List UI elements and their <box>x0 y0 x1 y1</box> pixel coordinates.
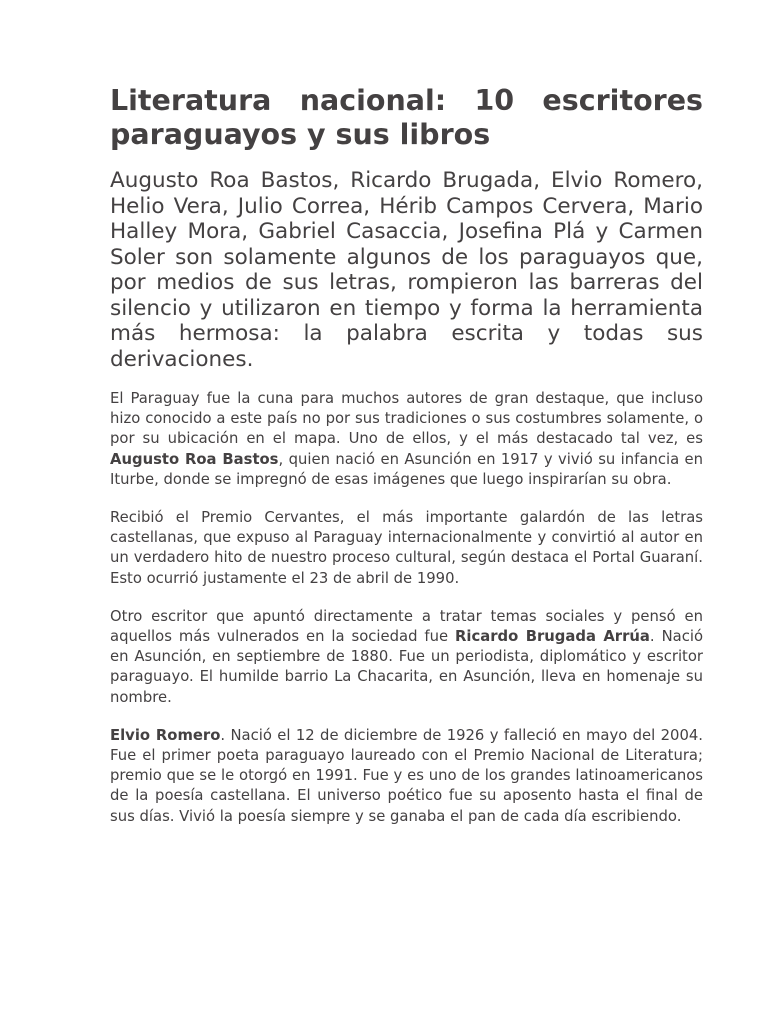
author-name-elvio-romero: Elvio Romero <box>110 726 221 744</box>
paragraph-text: , quien nació en Asunción en 1917 y vivió su infancia en Iturbe, donde se impregnó de esas imágenes que luego inspirarían su obra. <box>110 450 704 488</box>
paragraph-brugada <box>110 607 703 708</box>
document-page <box>110 84 703 827</box>
paragraph-roa-bastos <box>110 389 703 490</box>
paragraph-text: El Paraguay fue la cuna para muchos autores de gran destaque, que incluso hizo conocido a este país no por sus tradiciones o sus costumbres solamente, o por su ubicación en el mapa. Uno de ellos, y el más destacado tal vez, es <box>110 390 703 448</box>
paragraph-text: Otro escritor que apuntó directamente a tratar temas sociales y pensó en aquellos más vulnerados en la sociedad fue <box>110 607 703 646</box>
author-name-roa-bastos: Augusto Roa Bastos <box>110 450 279 468</box>
author-name-brugada: Ricardo Brugada Arrúa <box>455 628 650 646</box>
article-lead: Augusto Roa Bastos, Ricardo Brugada, Elvio Romero, Helio Vera, Julio Correa, Hérib Campos Cervera, Mario Halley Mora, Gabriel Casaccia, Josefina Plá y Carmen Soler son solamente algunos de los paraguayos que, por medios de sus letras, rompieron las barreras del silencio y utilizaron en tiempo y forma la herramienta más hermosa: la palabra escrita y todas sus derivaciones. <box>110 168 703 372</box>
article-title: Literatura nacional: 10 escritores paraguayos y sus libros <box>110 84 703 151</box>
paragraph-text: . Nació el 12 de diciembre de 1926 y falleció en mayo del 2004. Fue el primer poeta paraguayo laureado con el Premio Nacional de Literatura; premio que se le otorgó en 1991. Fue y es uno de los grandes latinoamericanos de la poesía castellana. El universo poético fue su aposento hasta el final de sus días. Vivió la poesía siempre y se ganaba el pan de cada día escribiendo. <box>110 726 703 825</box>
paragraph-premio-cervantes: Recibió el Premio Cervantes, el más importante galardón de las letras castellanas, que expuso al Paraguay internacionalmente y convirtió al autor en un verdadero hito de nuestro proceso cultural, según destaca el Portal Guaraní. Esto ocurrió justamente el 23 de abril de 1990. <box>110 509 703 587</box>
paragraph-elvio-romero <box>110 726 703 827</box>
paragraph-text: . Nació en Asunción, en septiembre de 1880. Fue un periodista, diplomático y escritor paraguayo. El humilde barrio La Chacarita, en Asunción, lleva en homenaje su nombre. <box>110 628 703 706</box>
